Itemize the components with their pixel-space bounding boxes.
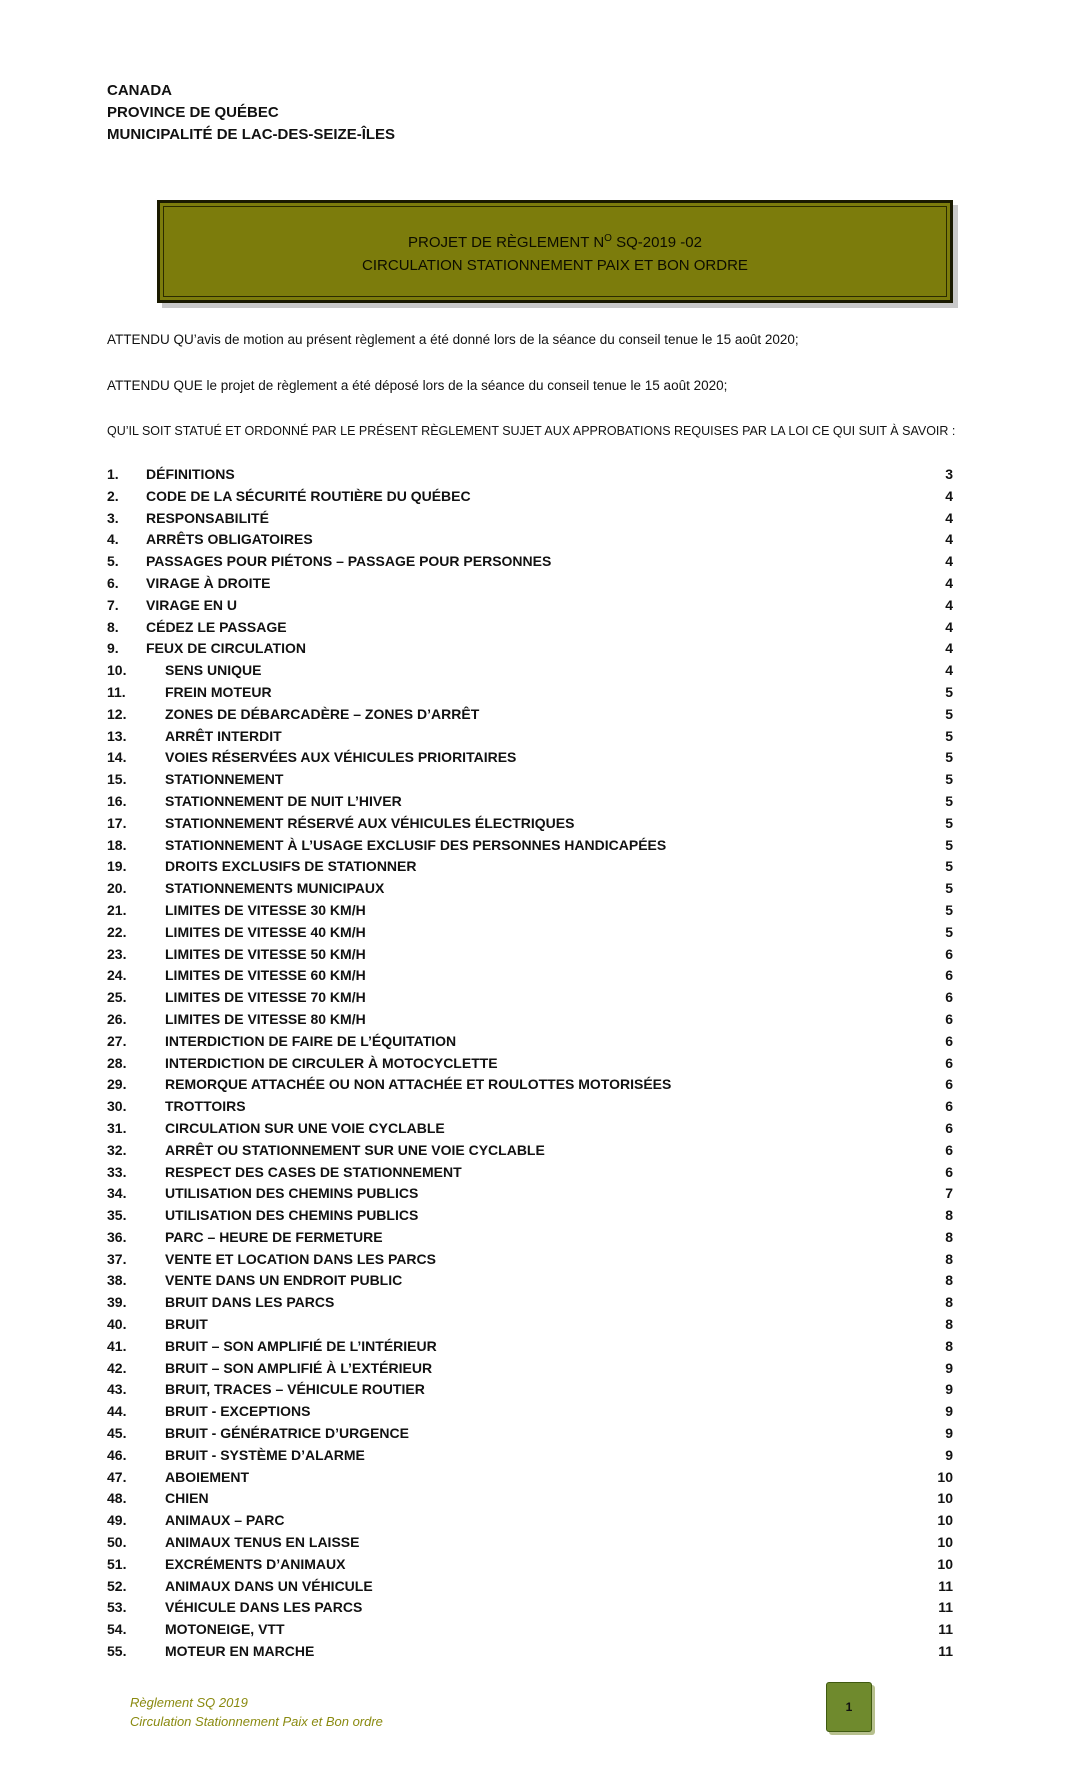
toc-page: 11 xyxy=(938,1577,953,1594)
toc-page: 8 xyxy=(945,1337,953,1354)
toc-row xyxy=(107,1292,953,1314)
toc-page: 5 xyxy=(945,836,953,853)
toc-label: BRUIT – SON AMPLIFIÉ À L’EXTÉRIEUR xyxy=(165,1359,433,1376)
toc-number: 22. xyxy=(107,923,127,940)
toc-label: LIMITES DE VITESSE 60 KM/H xyxy=(165,967,366,984)
toc-number: 25. xyxy=(107,989,127,1006)
toc-label: BRUIT – SON AMPLIFIÉ DE L’INTÉRIEUR xyxy=(165,1337,437,1354)
toc-number: 32. xyxy=(107,1141,127,1158)
toc-label: STATIONNEMENTS MUNICIPAUX xyxy=(165,880,385,897)
toc-row xyxy=(107,1532,953,1554)
document-header xyxy=(107,80,395,146)
toc-number: 54. xyxy=(107,1621,127,1638)
toc-number: 11. xyxy=(107,683,126,700)
toc-row xyxy=(107,529,953,551)
toc-page: 10 xyxy=(937,1512,953,1529)
toc-number: 16. xyxy=(107,792,127,809)
toc-row xyxy=(107,1009,953,1031)
toc-page: 11 xyxy=(938,1599,953,1616)
toc-page: 6 xyxy=(945,1076,953,1093)
toc-page: 7 xyxy=(945,1185,953,1202)
toc-label: STATIONNEMENT xyxy=(165,771,284,788)
footer-line-2: Circulation Stationnement Paix et Bon ordre xyxy=(130,1714,383,1729)
toc-number: 34. xyxy=(107,1185,127,1202)
toc-row xyxy=(107,1488,953,1510)
toc-number: 51. xyxy=(107,1555,127,1572)
toc-label: VÉHICULE DANS LES PARCS xyxy=(165,1599,363,1616)
toc-number: 33. xyxy=(107,1163,127,1180)
toc-page: 6 xyxy=(945,945,953,962)
toc-label: MOTEUR EN MARCHE xyxy=(165,1643,315,1660)
toc-row xyxy=(107,726,953,748)
toc-row xyxy=(107,617,953,639)
toc-page: 8 xyxy=(945,1250,953,1267)
toc-row xyxy=(107,1597,953,1619)
toc-number: 2. xyxy=(107,487,119,504)
toc-label: PARC – HEURE DE FERMETURE xyxy=(165,1228,383,1245)
toc-number: 47. xyxy=(107,1468,127,1485)
toc-row xyxy=(107,1031,953,1053)
toc-page: 5 xyxy=(945,727,953,744)
toc-row xyxy=(107,704,953,726)
toc-page: 4 xyxy=(945,509,953,526)
toc-row xyxy=(107,1576,953,1598)
toc-page: 3 xyxy=(945,466,953,482)
toc-number: 24. xyxy=(107,967,127,984)
paragraph-motion: ATTENDU QU’avis de motion au présent règlement a été donné lors de la séance du conseil tenue le 15 août 2020; xyxy=(107,332,799,347)
toc-label: BRUIT DANS LES PARCS xyxy=(165,1294,335,1311)
toc-page: 8 xyxy=(945,1228,953,1245)
toc-row xyxy=(107,1510,953,1532)
province-line: PROVINCE DE QUÉBEC xyxy=(107,104,279,121)
toc-row xyxy=(107,769,953,791)
toc-page: 6 xyxy=(945,1054,953,1071)
toc-row xyxy=(107,1336,953,1358)
toc-page: 5 xyxy=(945,683,953,700)
toc-label: MOTONEIGE, VTT xyxy=(165,1621,285,1638)
toc-page: 4 xyxy=(945,640,953,657)
toc-number: 4. xyxy=(107,531,119,548)
title-superscript: O xyxy=(604,232,612,244)
toc-label: ABOIEMENT xyxy=(165,1468,249,1485)
title-line-1 xyxy=(408,227,702,254)
toc-number: 6. xyxy=(107,574,119,591)
toc-number: 43. xyxy=(107,1381,127,1398)
toc-row xyxy=(107,508,953,530)
toc-label: UTILISATION DES CHEMINS PUBLICS xyxy=(165,1207,419,1224)
toc-row xyxy=(107,1249,953,1271)
toc-number: 12. xyxy=(107,705,127,722)
toc-row xyxy=(107,878,953,900)
toc-label: LIMITES DE VITESSE 70 KM/H xyxy=(165,989,366,1006)
toc-number: 13. xyxy=(107,727,127,744)
toc-number: 5. xyxy=(107,553,119,570)
toc-number: 10. xyxy=(107,662,127,679)
toc-page: 5 xyxy=(945,771,953,788)
toc-number: 28. xyxy=(107,1054,127,1071)
toc-number: 23. xyxy=(107,945,127,962)
toc-page: 4 xyxy=(945,662,953,679)
toc-row xyxy=(107,464,953,486)
toc-row xyxy=(107,1074,953,1096)
toc-row xyxy=(107,1619,953,1641)
toc-row xyxy=(107,835,953,857)
toc-row xyxy=(107,1445,953,1467)
toc-number: 55. xyxy=(107,1643,127,1660)
toc-page: 5 xyxy=(945,858,953,875)
toc-page: 5 xyxy=(945,792,953,809)
toc-page: 9 xyxy=(945,1381,953,1398)
toc-page: 6 xyxy=(945,1032,953,1049)
toc-number: 35. xyxy=(107,1207,127,1224)
toc-number: 8. xyxy=(107,618,119,635)
toc-row xyxy=(107,682,953,704)
toc-page: 11 xyxy=(938,1621,953,1638)
country-line: CANADA xyxy=(107,82,172,99)
toc-number: 49. xyxy=(107,1512,127,1529)
toc-row xyxy=(107,638,953,660)
toc-label: STATIONNEMENT DE NUIT L’HIVER xyxy=(165,792,402,809)
toc-number: 50. xyxy=(107,1534,127,1551)
toc-label: VOIES RÉSERVÉES AUX VÉHICULES PRIORITAIRES xyxy=(165,749,517,766)
toc-page: 6 xyxy=(945,1141,953,1158)
toc-number: 36. xyxy=(107,1228,127,1245)
page-number-badge: 1 xyxy=(826,1682,872,1732)
toc-label: DÉFINITIONS xyxy=(146,466,235,482)
toc-number: 19. xyxy=(107,858,127,875)
toc-label: VENTE ET LOCATION DANS LES PARCS xyxy=(165,1250,436,1267)
toc-label: DROITS EXCLUSIFS DE STATIONNER xyxy=(165,858,417,875)
toc-label: ARRÊT OU STATIONNEMENT SUR UNE VOIE CYCLABLE xyxy=(165,1141,545,1158)
page-footer xyxy=(130,1693,383,1731)
toc-number: 44. xyxy=(107,1403,127,1420)
toc-label: ANIMAUX DANS UN VÉHICULE xyxy=(165,1577,373,1594)
toc-row xyxy=(107,1554,953,1576)
toc-row xyxy=(107,1205,953,1227)
toc-page: 9 xyxy=(945,1359,953,1376)
toc-label: FEUX DE CIRCULATION xyxy=(146,640,306,657)
toc-label: SENS UNIQUE xyxy=(165,662,262,679)
toc-number: 39. xyxy=(107,1294,127,1311)
toc-label: LIMITES DE VITESSE 40 KM/H xyxy=(165,923,366,940)
toc-row xyxy=(107,1118,953,1140)
toc-label: LIMITES DE VITESSE 30 KM/H xyxy=(165,901,366,918)
toc-row xyxy=(107,965,953,987)
toc-label: ANIMAUX – PARC xyxy=(165,1512,285,1529)
toc-page: 8 xyxy=(945,1272,953,1289)
toc-label: VIRAGE EN U xyxy=(146,596,238,613)
toc-label: REMORQUE ATTACHÉE OU NON ATTACHÉE ET ROULOTTES MOTORISÉES xyxy=(165,1076,672,1093)
toc-row xyxy=(107,791,953,813)
toc-page: 4 xyxy=(945,487,953,504)
toc-label: CHIEN xyxy=(165,1490,209,1507)
toc-row xyxy=(107,551,953,573)
toc-label: BRUIT xyxy=(165,1316,208,1333)
toc-label: VENTE DANS UN ENDROIT PUBLIC xyxy=(165,1272,403,1289)
toc-number: 31. xyxy=(107,1119,127,1136)
municipality-line: MUNICIPALITÉ DE LAC-DES-SEIZE-ÎLES xyxy=(107,126,396,143)
toc-label: ZONES DE DÉBARCADÈRE – ZONES D’ARRÊT xyxy=(165,705,480,722)
toc-number: 46. xyxy=(107,1446,127,1463)
toc-page: 10 xyxy=(937,1468,953,1485)
toc-page: 4 xyxy=(945,574,953,591)
toc-page: 5 xyxy=(945,749,953,766)
toc-label: CODE DE LA SÉCURITÉ ROUTIÈRE DU QUÉBEC xyxy=(146,487,471,504)
toc-page: 6 xyxy=(945,1010,953,1027)
toc-page: 10 xyxy=(937,1534,953,1551)
toc-page: 10 xyxy=(937,1490,953,1507)
toc-page: 11 xyxy=(938,1643,953,1660)
toc-row xyxy=(107,944,953,966)
footer-line-1: Règlement SQ 2019 xyxy=(130,1695,248,1710)
toc-label: INTERDICTION DE FAIRE DE L’ÉQUITATION xyxy=(165,1032,457,1049)
toc-number: 42. xyxy=(107,1359,127,1376)
toc-row xyxy=(107,747,953,769)
toc-row xyxy=(107,1358,953,1380)
title-suffix: SQ-2019 -02 xyxy=(611,233,702,251)
toc-label: LIMITES DE VITESSE 50 KM/H xyxy=(165,945,366,962)
toc-row xyxy=(107,595,953,617)
toc-number: 1. xyxy=(107,466,119,482)
toc-label: BRUIT, TRACES – VÉHICULE ROUTIER xyxy=(165,1381,425,1398)
toc-page: 8 xyxy=(945,1316,953,1333)
toc-row xyxy=(107,660,953,682)
toc-row xyxy=(107,1641,953,1663)
toc-row xyxy=(107,1096,953,1118)
toc-row xyxy=(107,922,953,944)
toc-label: TROTTOIRS xyxy=(165,1098,246,1115)
toc-page: 4 xyxy=(945,596,953,613)
toc-row xyxy=(107,573,953,595)
toc-number: 17. xyxy=(107,814,127,831)
toc-page: 4 xyxy=(945,553,953,570)
toc-page: 5 xyxy=(945,923,953,940)
toc-number: 52. xyxy=(107,1577,127,1594)
toc-page: 6 xyxy=(945,1119,953,1136)
toc-row xyxy=(107,987,953,1009)
toc-page: 8 xyxy=(945,1207,953,1224)
toc-label: BRUIT - SYSTÈME D’ALARME xyxy=(165,1446,365,1463)
toc-page: 10 xyxy=(937,1555,953,1572)
toc-page: 5 xyxy=(945,880,953,897)
toc-number: 9. xyxy=(107,640,119,657)
toc-number: 38. xyxy=(107,1272,127,1289)
toc-label: ARRÊTS OBLIGATOIRES xyxy=(146,531,313,548)
toc-page: 6 xyxy=(945,1098,953,1115)
toc-number: 48. xyxy=(107,1490,127,1507)
toc-row xyxy=(107,486,953,508)
toc-page: 9 xyxy=(945,1403,953,1420)
toc-number: 18. xyxy=(107,836,127,853)
toc-page: 4 xyxy=(945,531,953,548)
toc-label: ANIMAUX TENUS EN LAISSE xyxy=(165,1534,360,1551)
toc-row xyxy=(107,1401,953,1423)
title-line-2: CIRCULATION STATIONNEMENT PAIX ET BON ORDRE xyxy=(362,256,748,274)
table-of-contents xyxy=(107,464,953,1663)
toc-page: 5 xyxy=(945,705,953,722)
toc-number: 3. xyxy=(107,509,119,526)
toc-label: INTERDICTION DE CIRCULER À MOTOCYCLETTE xyxy=(165,1054,498,1071)
toc-label: PASSAGES POUR PIÉTONS – PASSAGE POUR PERSONNES xyxy=(146,553,552,570)
toc-page: 9 xyxy=(945,1425,953,1442)
toc-row xyxy=(107,856,953,878)
toc-page: 5 xyxy=(945,901,953,918)
toc-row xyxy=(107,900,953,922)
paragraph-statute: QU’IL SOIT STATUÉ ET ORDONNÉ PAR LE PRÉSENT RÈGLEMENT SUJET AUX APPROBATIONS REQUISES PAR LA LOI CE QUI SUIT À SAVOIR : xyxy=(107,424,956,438)
toc-page: 6 xyxy=(945,989,953,1006)
toc-label: CÉDEZ LE PASSAGE xyxy=(146,618,287,635)
toc-label: RESPECT DES CASES DE STATIONNEMENT xyxy=(165,1163,462,1180)
toc-row xyxy=(107,1423,953,1445)
toc-page: 5 xyxy=(945,814,953,831)
toc-page: 6 xyxy=(945,967,953,984)
toc-label: ARRÊT INTERDIT xyxy=(165,727,282,744)
toc-label: UTILISATION DES CHEMINS PUBLICS xyxy=(165,1185,419,1202)
toc-row xyxy=(107,1053,953,1075)
toc-row xyxy=(107,1140,953,1162)
toc-number: 30. xyxy=(107,1098,127,1115)
toc-number: 20. xyxy=(107,880,127,897)
toc-label: VIRAGE À DROITE xyxy=(146,574,271,591)
toc-row xyxy=(107,1379,953,1401)
toc-label: EXCRÉMENTS D’ANIMAUX xyxy=(165,1555,346,1572)
toc-number: 40. xyxy=(107,1316,127,1333)
toc-page: 8 xyxy=(945,1294,953,1311)
toc-label: RESPONSABILITÉ xyxy=(146,509,269,526)
toc-row xyxy=(107,1314,953,1336)
toc-label: BRUIT - EXCEPTIONS xyxy=(165,1403,311,1420)
toc-label: BRUIT - GÉNÉRATRICE D’URGENCE xyxy=(165,1425,409,1442)
toc-number: 14. xyxy=(107,749,127,766)
toc-number: 26. xyxy=(107,1010,127,1027)
title-box xyxy=(157,200,953,303)
toc-label: STATIONNEMENT À L’USAGE EXCLUSIF DES PERSONNES HANDICAPÉES xyxy=(165,836,667,853)
toc-label: CIRCULATION SUR UNE VOIE CYCLABLE xyxy=(165,1119,445,1136)
title-prefix: PROJET DE RÈGLEMENT N xyxy=(408,233,605,251)
toc-row xyxy=(107,813,953,835)
toc-page: 6 xyxy=(945,1163,953,1180)
toc-number: 37. xyxy=(107,1250,127,1267)
toc-page: 4 xyxy=(945,618,953,635)
toc-label: LIMITES DE VITESSE 80 KM/H xyxy=(165,1010,366,1027)
toc-number: 7. xyxy=(107,596,119,613)
toc-row xyxy=(107,1162,953,1184)
toc-row xyxy=(107,1183,953,1205)
toc-row xyxy=(107,1227,953,1249)
toc-row xyxy=(107,1270,953,1292)
toc-label: FREIN MOTEUR xyxy=(165,683,272,700)
toc-number: 41. xyxy=(107,1337,127,1354)
toc-number: 29. xyxy=(107,1076,127,1093)
paragraph-deposit: ATTENDU QUE le projet de règlement a été déposé lors de la séance du conseil tenue le 15 août 2020; xyxy=(107,378,728,393)
toc-label: STATIONNEMENT RÉSERVÉ AUX VÉHICULES ÉLECTRIQUES xyxy=(165,814,575,831)
toc-number: 21. xyxy=(107,901,127,918)
toc-number: 15. xyxy=(107,771,127,788)
toc-page: 9 xyxy=(945,1446,953,1463)
toc-number: 45. xyxy=(107,1425,127,1442)
toc-row xyxy=(107,1467,953,1489)
toc-number: 27. xyxy=(107,1032,127,1049)
toc-number: 53. xyxy=(107,1599,127,1616)
